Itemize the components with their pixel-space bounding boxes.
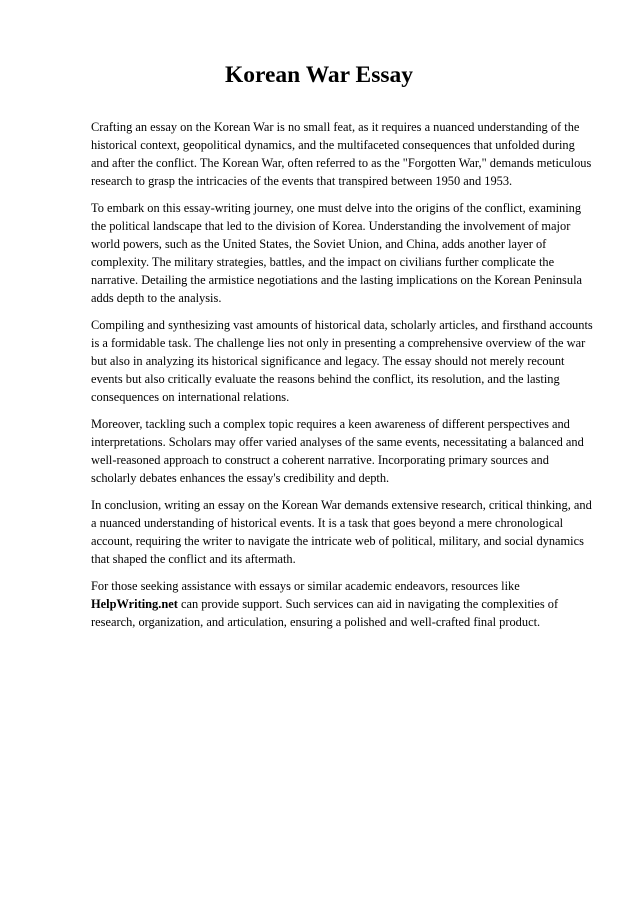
paragraph-1: Crafting an essay on the Korean War is no small feat, as it requires a nuanced understanding of the historical context, geopolitical dynamics, and the multifaceted consequences that unfolded during and after the conflict. The Korean War, often referred to as the "Forgotten War," demands meticulous research to grasp the intricacies of the events that transpired between 1950 and 1953. — [91, 120, 592, 189]
paragraph-6-intro: For those seeking assistance with essays or similar academic endeavors, resources like — [91, 578, 520, 593]
paragraph-5: In conclusion, writing an essay on the Korean War demands extensive research, critical thinking, and a nuanced understanding of historical events. It is a task that goes beyond a mere chronological account, requiring the writer to navigate the intricate web of political, military, and social dynamics that shaped the conflict and its aftermath. — [91, 497, 592, 567]
paragraph-3: Compiling and synthesizing vast amounts of historical data, scholarly articles, and firsthand accounts is a formidable task. The challenge lies not only in presenting a comprehensive overview of the war but also in analyzing its historical significance and legacy. The essay should not merely recount events but also critically evaluate the reasons behind the conflict, its resolution, and the lasting consequences on international relations. — [91, 317, 593, 405]
paragraph-6-rest: can provide support. Such services can aid in navigating the complexities of research, organization, and articulation, ensuring a polished and well-crafted final product. — [91, 596, 559, 629]
brand-name: HelpWriting.net — [91, 596, 178, 611]
paragraph-2: To embark on this essay-writing journey, one must delve into the origins of the conflict, examining the political landscape that led to the division of Korea. Understanding the involvement of major world powers, such as the United States, the Soviet Union, and China, adds another layer of complexity. The military strategies, battles, and the impact on civilians further complicate the narrative. Detailing the armistice negotiations and the lasting implications on the Korean Peninsula adds depth to the analysis. — [91, 200, 583, 306]
paragraph-6 — [91, 577, 595, 631]
essay-body — [91, 118, 595, 639]
page-title: Korean War Essay — [224, 62, 414, 88]
paragraph-4: Moreover, tackling such a complex topic requires a keen awareness of different perspectives and interpretations. Scholars may offer varied analyses of the same events, necessitating a balanced and well-reasoned approach to construct a coherent narrative. Incorporating primary sources and scholarly debates enhances the essay's credibility and depth. — [91, 416, 584, 486]
